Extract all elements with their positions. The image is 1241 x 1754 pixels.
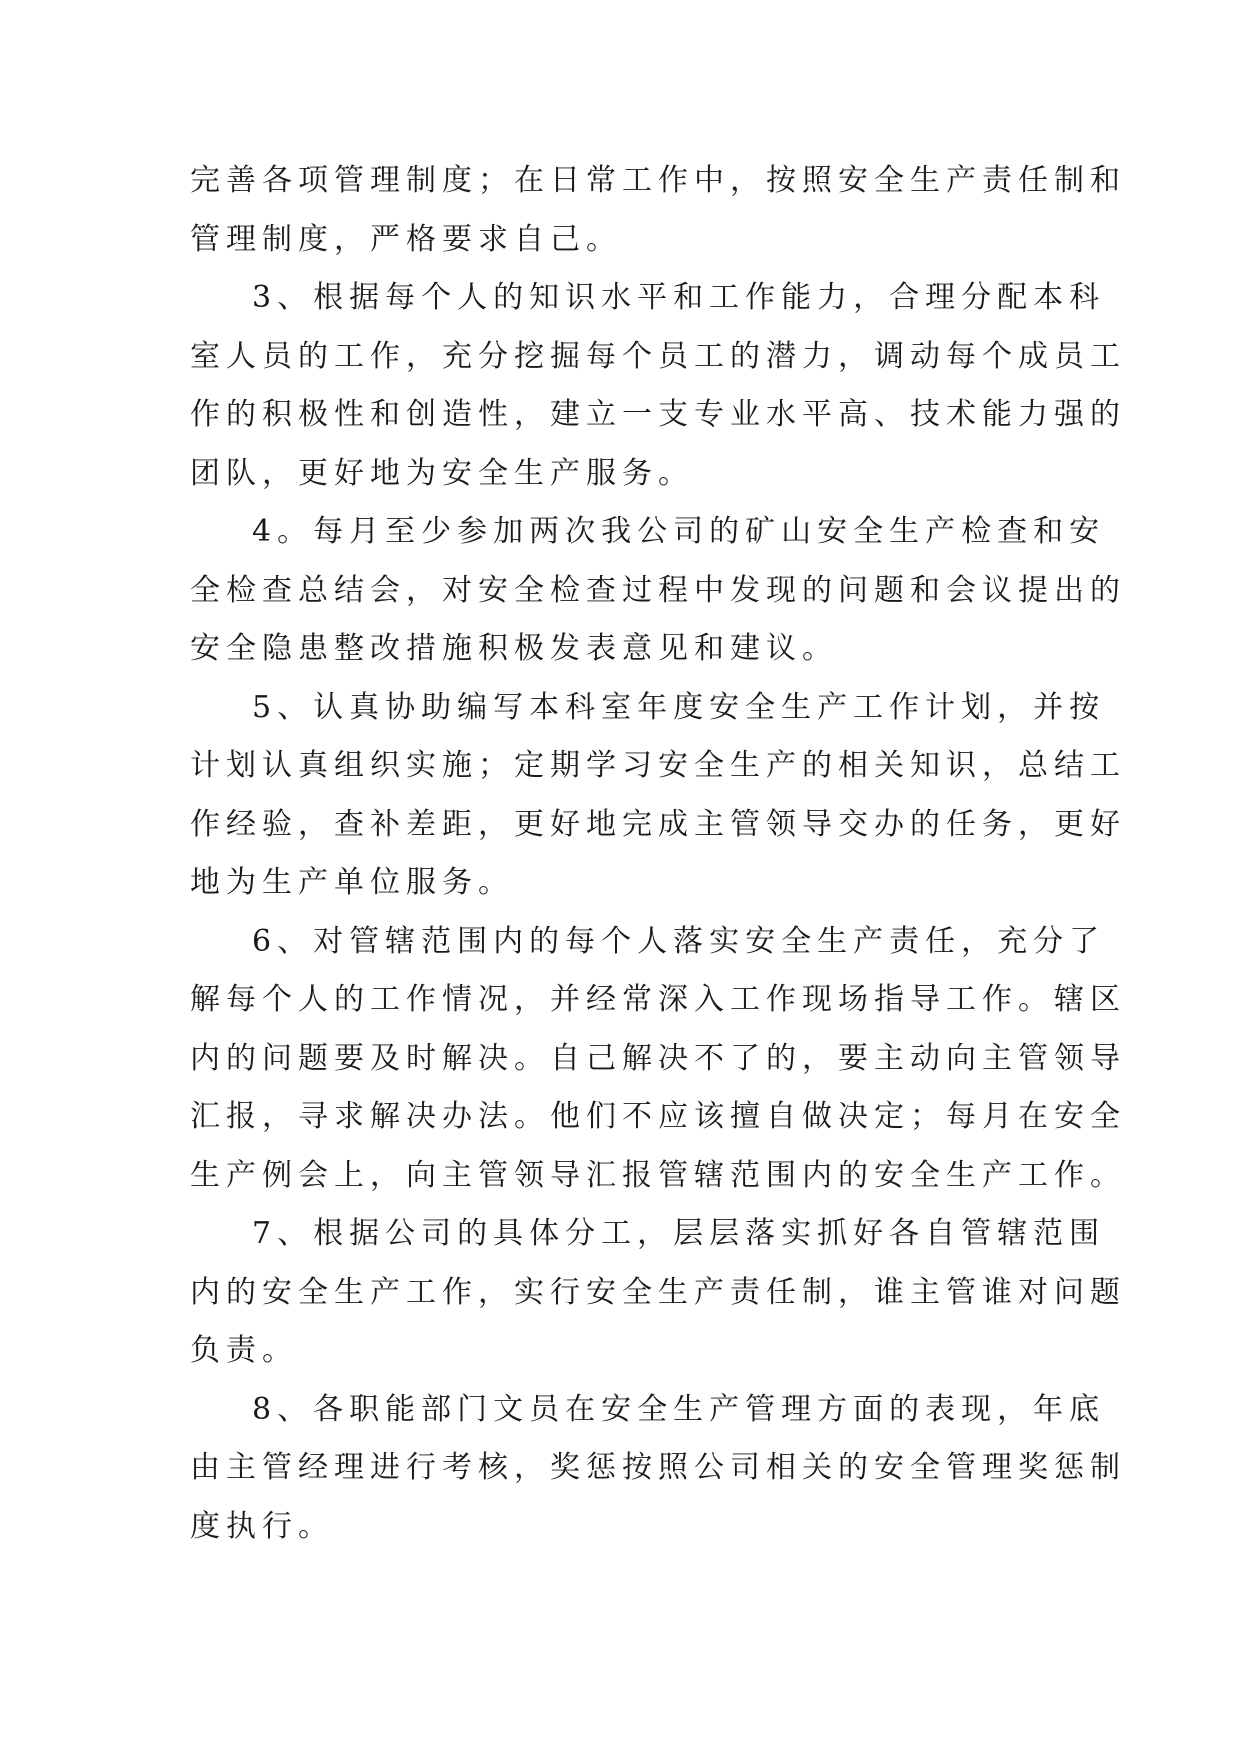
text-line: 内的问题要及时解决。自己解决不了的，要主动向主管领导 <box>190 1040 1126 1076</box>
text-line: 全检查总结会，对安全检查过程中发现的问题和会议提出的 <box>190 572 1126 608</box>
text-line: 生产例会上，向主管领导汇报管辖范围内的安全生产工作。 <box>190 1157 1126 1193</box>
text-line: 7、根据公司的具体分工，层层落实抓好各自管辖范围 <box>252 1216 1106 1251</box>
text-line: 5、认真协助编写本科室年度安全生产工作计划，并按 <box>252 689 1106 725</box>
text-line: 室人员的工作，充分挖掘每个员工的潜力，调动每个成员工 <box>190 338 1126 374</box>
text-line: 6、对管辖范围内的每个人落实安全生产责任，充分了 <box>252 923 1106 959</box>
text-line: 安全隐患整改措施积极发表意见和建议。 <box>190 631 838 666</box>
text-line: 地为生产单位服务。 <box>190 865 514 900</box>
body-text <box>190 152 1126 1556</box>
text-line: 内的安全生产工作，实行安全生产责任制，谁主管谁对问题 <box>190 1274 1126 1310</box>
text-line: 汇报，寻求解决办法。他们不应该擅自做决定；每月在安全 <box>190 1099 1126 1134</box>
text-line: 4。每月至少参加两次我公司的矿山安全生产检查和安 <box>252 514 1106 549</box>
text-line: 管理制度，严格要求自己。 <box>190 221 622 257</box>
text-line: 作的积极性和创造性，建立一支专业水平高、技术能力强的 <box>190 397 1126 432</box>
text-line: 作经验，查补差距，更好地完成主管领导交办的任务，更好 <box>190 806 1126 842</box>
text-line: 负责。 <box>190 1333 298 1368</box>
text-line: 3、根据每个人的知识水平和工作能力，合理分配本科 <box>252 280 1106 315</box>
text-line: 由主管经理进行考核，奖惩按照公司相关的安全管理奖惩制 <box>190 1450 1126 1485</box>
text-line: 团队，更好地为安全生产服务。 <box>190 455 694 491</box>
text-line: 8、各职能部门文员在安全生产管理方面的表现，年底 <box>252 1391 1106 1427</box>
text-line: 完善各项管理制度；在日常工作中，按照安全生产责任制和 <box>190 163 1126 198</box>
text-line: 计划认真组织实施；定期学习安全生产的相关知识，总结工 <box>190 748 1126 783</box>
text-line: 度执行。 <box>190 1508 334 1544</box>
text-line: 解每个人的工作情况，并经常深入工作现场指导工作。辖区 <box>190 982 1126 1017</box>
